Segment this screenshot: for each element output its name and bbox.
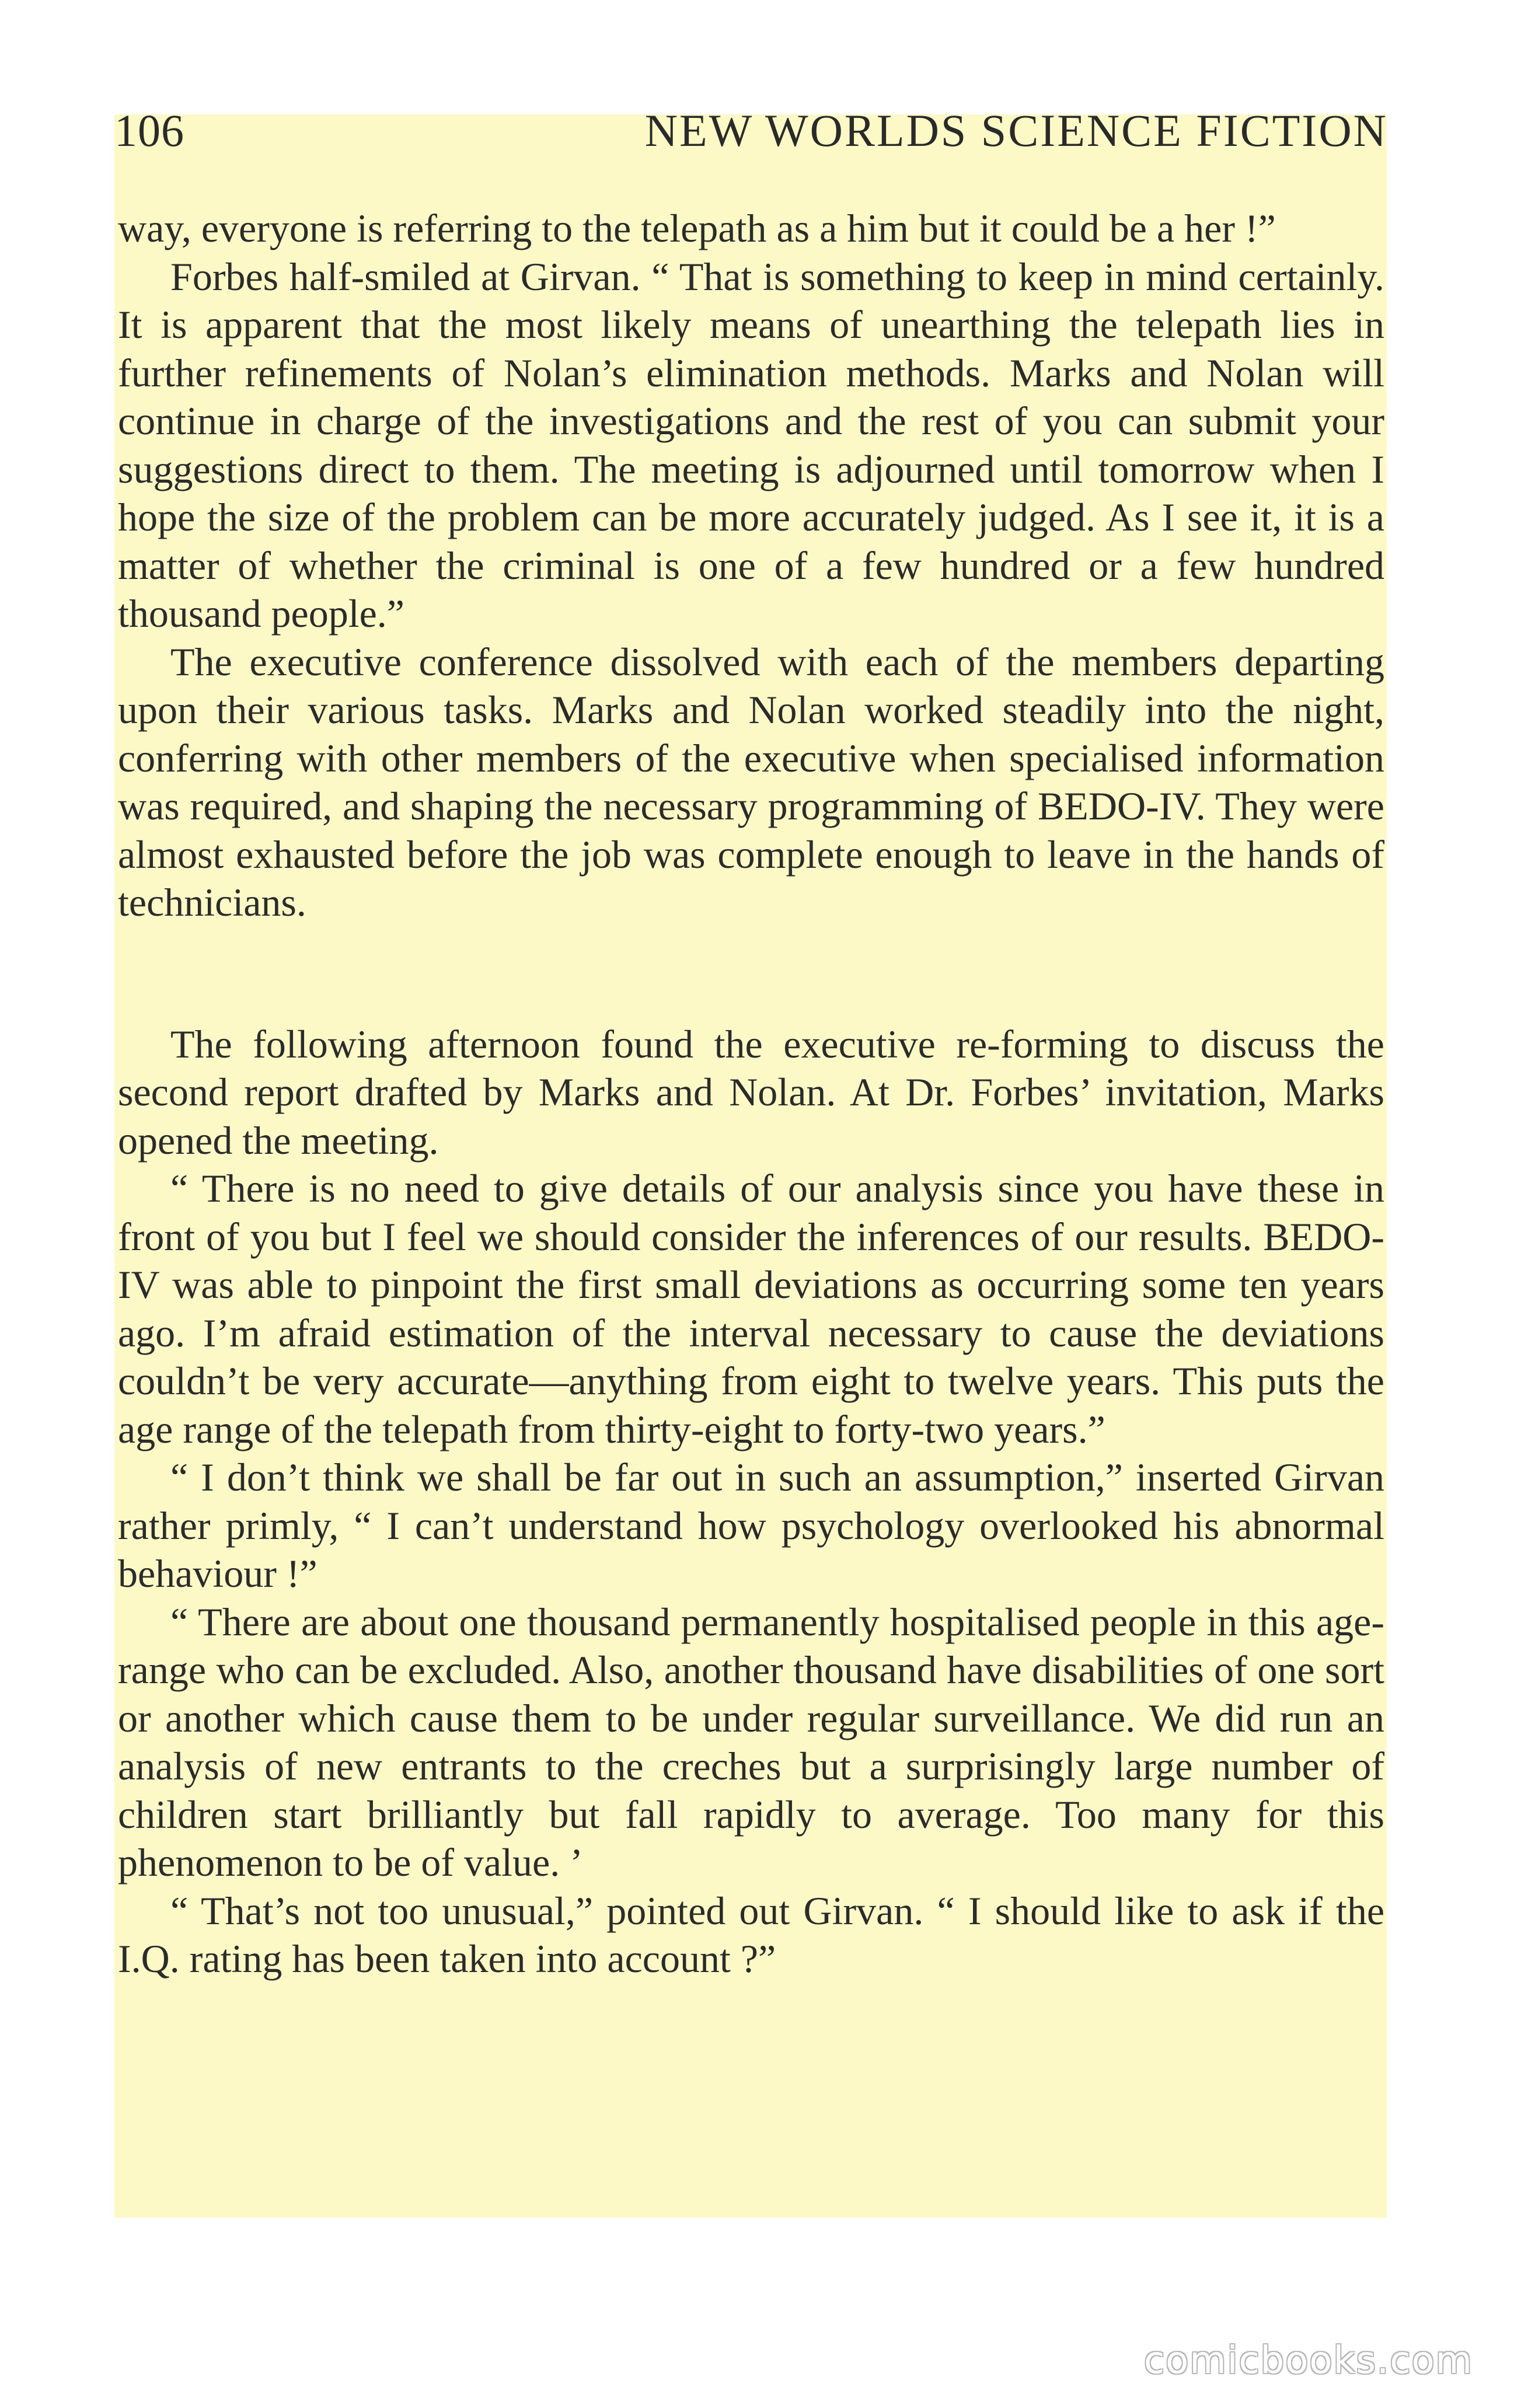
watermark: comicbooks.com xyxy=(1143,2339,1473,2382)
running-header xyxy=(114,102,1388,160)
section-break xyxy=(118,927,1384,1020)
paragraph: “ There are about one thousand permanently hospitalised people in this age-range who can be excluded. Also, another thousand have disabilities of one sort or another which cause them to be under regular surveillance. We did run an analysis of new entrants to the creches but a surprisingly large number of children start brilliantly but fall rapidly to average. Too many for this phenomenon to be of value. ’ xyxy=(118,1599,1384,1884)
paragraph: The executive conference dissolved with each of the members departing upon their various tasks. Marks and Nolan worked steadily into the night, conferring with other members of the executive when specialised information was required, and shaping the necessary programming of BEDO-IV. They were almost exhausted before the job was complete enough to leave in the hands of technicians. xyxy=(118,639,1384,924)
paragraph: Forbes half-smiled at Girvan. “ That is something to keep in mind certainly. It is apparent that the most likely means of unearthing the telepath lies in further refinements of Nolan’s elimination methods. Marks and Nolan will continue in charge of the investigations and the rest of you can submit your suggestions direct to them. The meeting is adjourned until tomorrow when I hope the size of the problem can be more accurately judged. As I see it, it is a matter of whether the criminal is one of a few hundred or a few hundred thousand people.” xyxy=(118,254,1384,636)
page-number: 106 xyxy=(114,105,184,156)
paragraph: “ That’s not too unusual,” pointed out Girvan. “ I should like to ask if the I.Q. rating has been taken into account ?” xyxy=(118,1888,1384,1981)
paragraph: “ There is no need to give details of our analysis since you have these in front of you but I feel we should consider the inferences of our results. BEDO-IV was able to pinpoint the first small deviations as occurring some ten years ago. I’m afraid estimation of the interval necessary to cause the deviations couldn’t be very accurate—anything from eight to twelve years. This puts the age range of the telepath from thirty-eight to forty-two years.” xyxy=(118,1166,1384,1451)
paragraph: The following afternoon found the executive re-forming to discuss the second report drafted by Marks and Nolan. At Dr. Forbes’ invitation, Marks opened the meeting. xyxy=(118,1021,1384,1163)
story-text xyxy=(118,204,1384,1983)
running-title: NEW WORLDS SCIENCE FICTION xyxy=(644,105,1388,156)
paragraph: “ I don’t think we shall be far out in such an assumption,” inserted Girvan rather primly, “ I can’t understand how psychology overlooked his abnormal behaviour !” xyxy=(118,1455,1384,1596)
paragraph: way, everyone is referring to the telepath as a him but it could be a her !” xyxy=(118,206,1276,250)
